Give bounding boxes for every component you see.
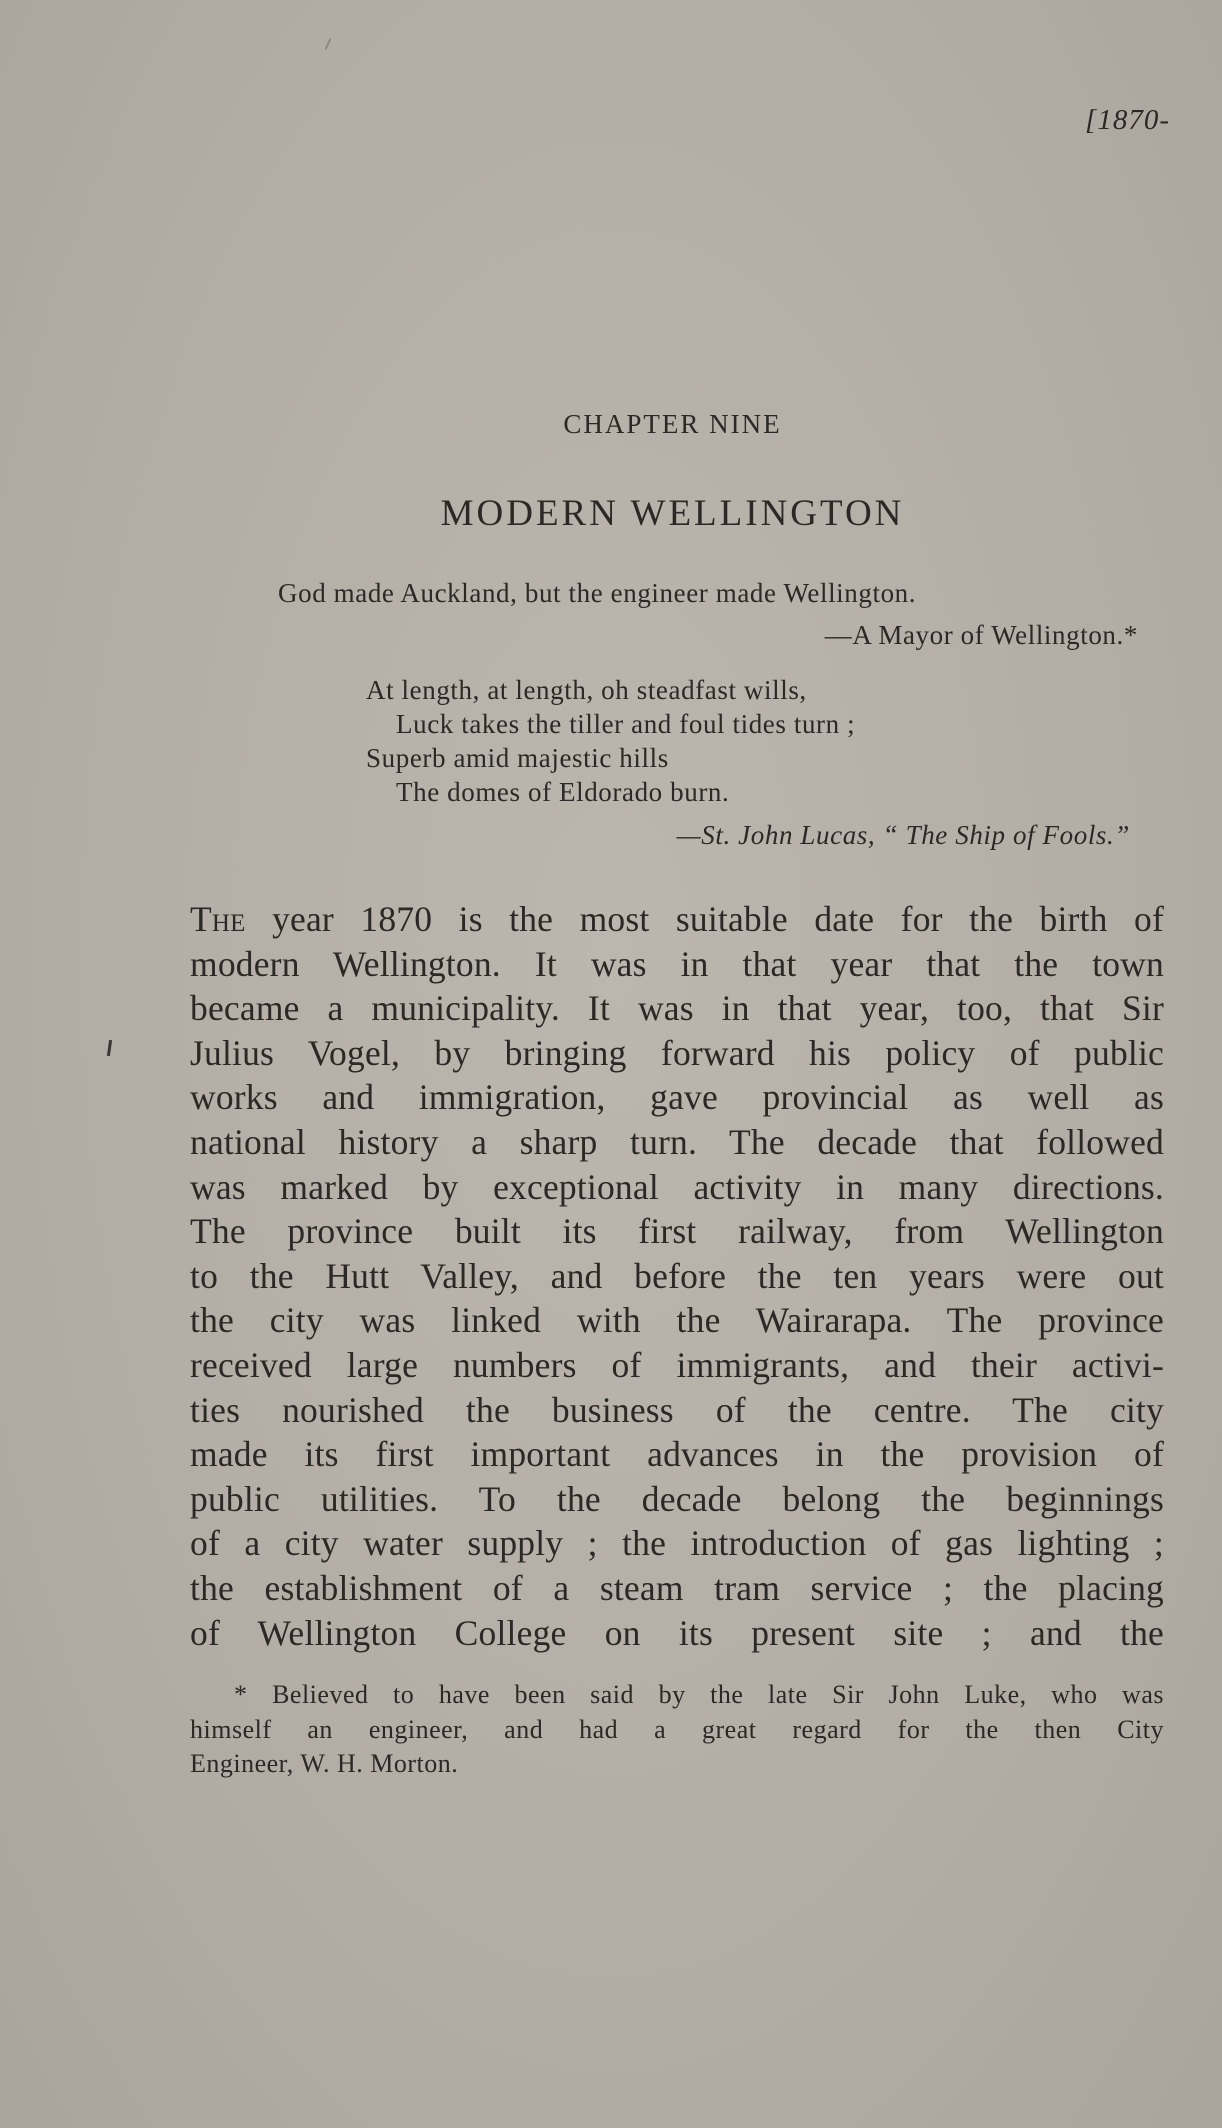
body-line: became a municipality. It was in that year, too, that Sir [190, 988, 1164, 1029]
body-line: Julius Vogel, by bringing forward his policy of public [190, 1032, 1164, 1073]
body-line: works and immigration, gave provincial as well as [190, 1077, 1164, 1118]
body-line: the establishment of a steam tram service ; the placing [190, 1567, 1164, 1608]
epigraph-quote-attribution: —A Mayor of Wellington.* [824, 620, 1138, 650]
body-line: the city was linked with the Wairarapa. The province [190, 1300, 1164, 1341]
body-line: public utilities. To the decade belong the beginnings [190, 1478, 1164, 1519]
epigraph-quote: God made Auckland, but the engineer made Wellington. [278, 578, 917, 608]
paper-mark [325, 38, 332, 50]
body-line: of Wellington College on its present site ; and the [190, 1612, 1164, 1653]
running-head: [1870- [1085, 104, 1170, 136]
chapter-title: MODERN WELLINGTON [440, 493, 905, 534]
margin-mark [107, 1040, 112, 1056]
poem-line: The domes of Eldorado burn. [396, 777, 730, 807]
footnote [190, 1678, 1164, 1782]
footnote-line: * Believed to have been said by the late Sir John Luke, who was [234, 1680, 1164, 1709]
poem-line: Superb amid majestic hills [366, 743, 669, 773]
epigraph-poem-attribution: —St. John Lucas, “ The Ship of Fools.” [676, 820, 1130, 850]
body-line: The year 1870 is the most suitable date for the birth of [190, 899, 1164, 939]
poem-line: At length, at length, oh steadfast wills, [366, 675, 807, 705]
lead-word: The [190, 899, 246, 939]
body-line: national history a sharp turn. The decade that followed [190, 1121, 1164, 1162]
footnote-line: Engineer, W. H. Morton. [190, 1749, 459, 1778]
body-line: of a city water supply ; the introduction of gas lighting ; [190, 1523, 1164, 1564]
poem-line: Luck takes the tiller and foul tides turn ; [396, 709, 856, 739]
body-line: The province built its first railway, from Wellington [190, 1211, 1164, 1252]
body-paragraph [190, 897, 1164, 1655]
body-line: modern Wellington. It was in that year that the town [190, 943, 1164, 984]
body-line: to the Hutt Valley, and before the ten years were out [190, 1255, 1164, 1296]
chapter-label: CHAPTER NINE [563, 409, 782, 439]
body-line: ties nourished the business of the centre. The city [190, 1389, 1164, 1430]
epigraph-poem [366, 673, 855, 809]
body-line: made its first important advances in the provision of [190, 1434, 1164, 1475]
footnote-line: himself an engineer, and had a great regard for the then City [190, 1714, 1164, 1744]
body-line: received large numbers of immigrants, and their activi- [190, 1344, 1164, 1385]
body-line: was marked by exceptional activity in many directions. [190, 1166, 1164, 1207]
